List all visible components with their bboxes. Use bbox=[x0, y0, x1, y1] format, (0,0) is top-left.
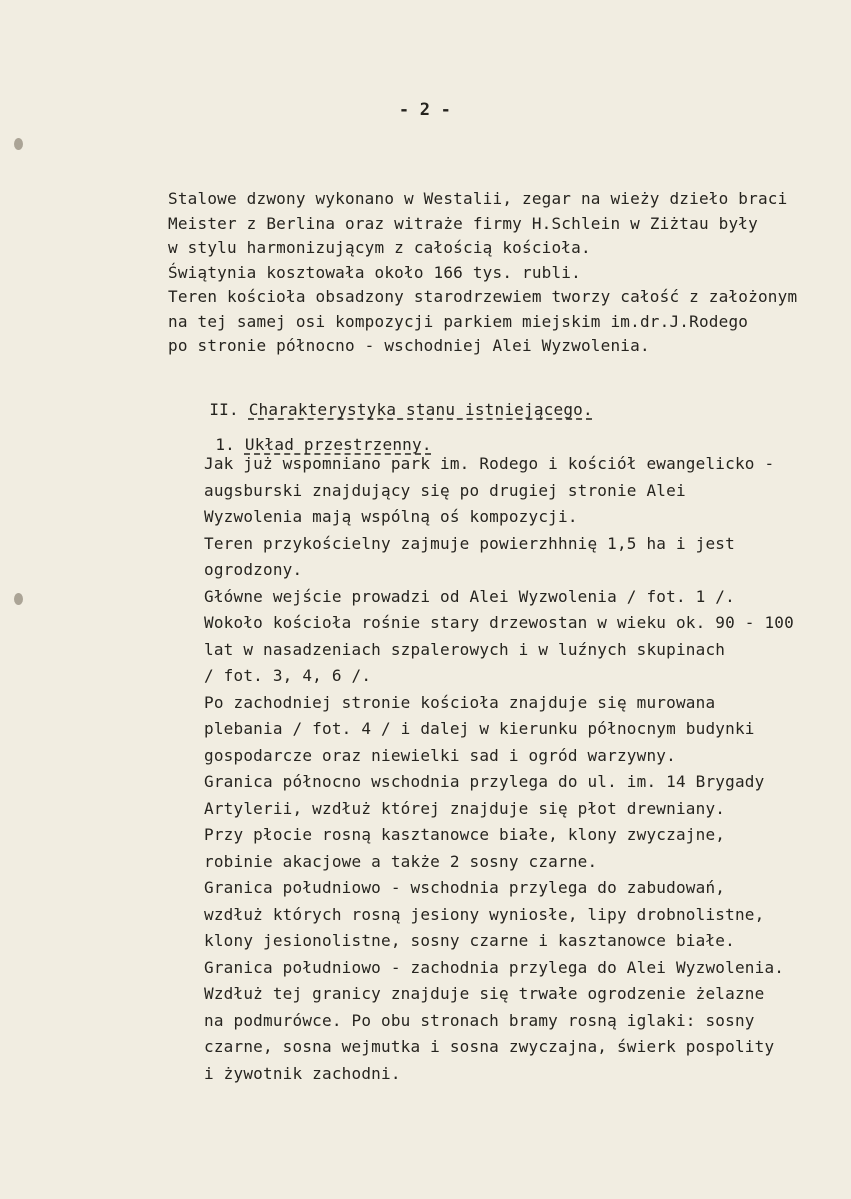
punch-hole bbox=[14, 593, 23, 605]
text-line: plebania / fot. 4 / i dalej w kierunku północnym budynki bbox=[204, 719, 755, 738]
text-line: robinie akacjowe a także 2 sosny czarne. bbox=[204, 851, 598, 871]
section-number: II. bbox=[209, 400, 239, 419]
text-line: Przy płocie rosną kasztanowce białe, klony zwyczajne, bbox=[204, 825, 726, 844]
text-line: w stylu harmonizującym z całością kościoła. bbox=[168, 238, 591, 257]
text-line: Granica południowo - wschodnia przylega do zabudowań, bbox=[204, 878, 726, 897]
subsection-number: 1. bbox=[215, 435, 236, 454]
text-line: Świątynia kosztowała około 166 tys. rubli. bbox=[168, 262, 581, 282]
text-line: Teren przykościelny zajmuje powierzhhnię 1,5 ha i jest bbox=[204, 533, 735, 553]
text-line: na podmurówce. Po obu stronach bramy rosną iglaki: sosny bbox=[204, 1010, 755, 1030]
text-line: wzdłuż których rosną jesiony wyniosłe, lipy drobnolistne, bbox=[204, 904, 765, 924]
punch-hole bbox=[14, 138, 23, 150]
text-line: czarne, sosna wejmutka i sosna zwyczajna, świerk pospolity bbox=[204, 1037, 775, 1056]
text-line: klony jesionolistne, sosny czarne i kasztanowce białe. bbox=[204, 931, 735, 950]
text-line: lat w nasadzeniach szpalerowych i w luźnych skupinach bbox=[204, 639, 726, 659]
text-line: Artylerii, wzdłuż której znajduje się płot drewniany. bbox=[204, 798, 726, 818]
text-line: gospodarcze oraz niewielki sad i ogród warzywny. bbox=[204, 745, 676, 765]
text-line: Meister z Berlina oraz witraże firmy H.Schlein w Ziżtau były bbox=[168, 213, 758, 233]
text-line: Wyzwolenia mają wspólną oś kompozycji. bbox=[204, 507, 578, 526]
text-line: Granica północno wschodnia przylega do ul. im. 14 Brygady bbox=[204, 772, 765, 791]
text-line: na tej samej osi kompozycji parkiem miejskim im.dr.J.Rodego bbox=[168, 311, 749, 331]
text-line: Teren kościoła obsadzony starodrzewiem tworzy całość z założonym bbox=[168, 287, 798, 306]
text-line: ogrodzony. bbox=[204, 560, 303, 579]
section-title: Charakterystyka stanu istniejącego. bbox=[248, 400, 593, 419]
text-line: / fot. 3, 4, 6 /. bbox=[204, 666, 372, 685]
text-line: Jak już wspomniano park im. Rodego i kościół ewangelicko - bbox=[204, 454, 775, 473]
text-line: augsburski znajdujący się po drugiej stronie Alei bbox=[204, 480, 686, 500]
text-line: Stalowe dzwony wykonano w Westalii, zegar na wieży dzieło braci bbox=[168, 189, 788, 208]
text-line: po stronie północno - wschodniej Alei Wyzwolenia. bbox=[168, 336, 650, 355]
subsection-title: Układ przestrzenny. bbox=[244, 435, 432, 454]
text-line: Granica południowo - zachodnia przylega do Alei Wyzwolenia. bbox=[204, 957, 785, 977]
text-line: i żywotnik zachodni. bbox=[204, 1063, 401, 1083]
text-line: Wzdłuż tej granicy znajduje się trwałe ogrodzenie żelazne bbox=[204, 984, 765, 1003]
text-line: Wokoło kościoła rośnie stary drzewostan w wieku ok. 90 - 100 bbox=[204, 613, 794, 632]
text-line: Po zachodniej stronie kościoła znajduje się murowana bbox=[204, 692, 716, 712]
page-number: - 2 - bbox=[398, 100, 452, 120]
text-line: Główne wejście prowadzi od Alei Wyzwolenia / fot. 1 /. bbox=[204, 586, 735, 606]
